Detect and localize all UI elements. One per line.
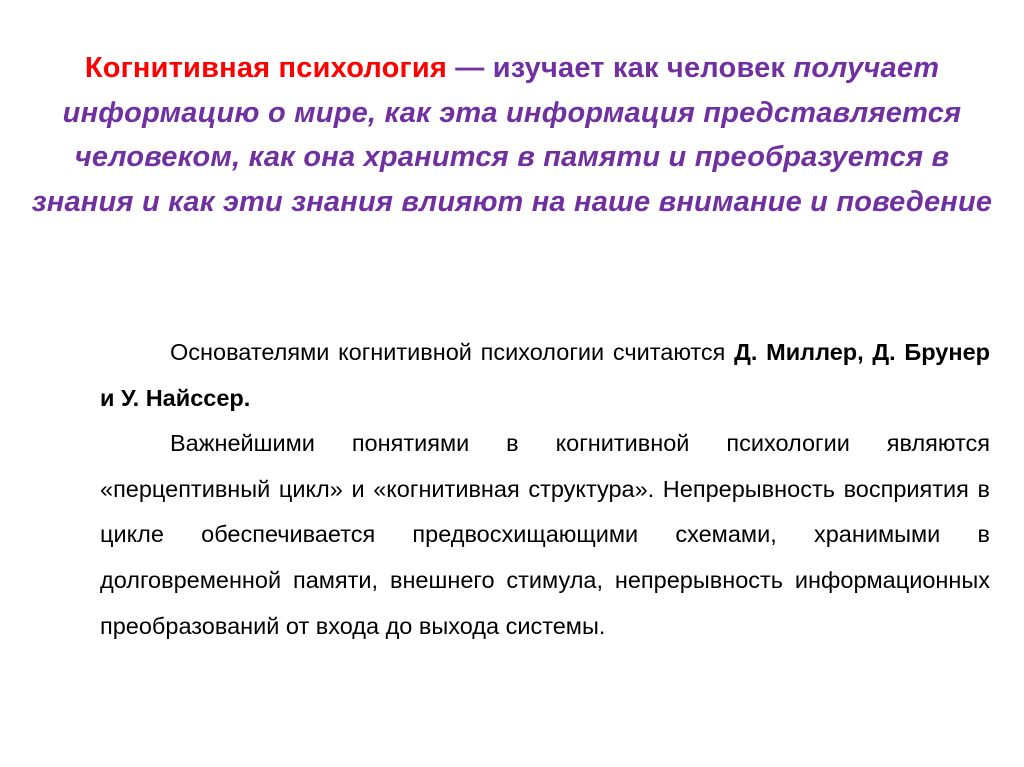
body-text	[100, 330, 990, 649]
founders-text: Основателями когнитивной психологии считаются	[170, 339, 735, 365]
definition-dash: —	[446, 52, 493, 84]
paragraph-concepts	[100, 421, 990, 649]
definition-term: Когнитивная психология	[84, 52, 447, 84]
definition-part2: получает информацию о мире, как эта информация представляется человеком, как она хранится в памяти и преобразуется в знания и как эти знания влияют на наше внимание и поведение	[31, 52, 993, 218]
definition-heading	[30, 46, 994, 224]
definition-part1: изучает как человек	[492, 52, 786, 84]
concepts-text: Важнейшими понятиями в когнитивной психологии являются «перцептивный цикл» и «когнитивная структура». Непрерывность восприятия в цикле обеспечивается предвосхищающими схемами, хранимыми в долговременной памяти, внешнего стимула, непрерывность информационных преобразований от входа до выхода системы.	[100, 430, 990, 639]
founders-names: Д. Миллер, Д. Брунер и У. Найссер.	[100, 339, 990, 411]
paragraph-founders	[100, 330, 990, 421]
